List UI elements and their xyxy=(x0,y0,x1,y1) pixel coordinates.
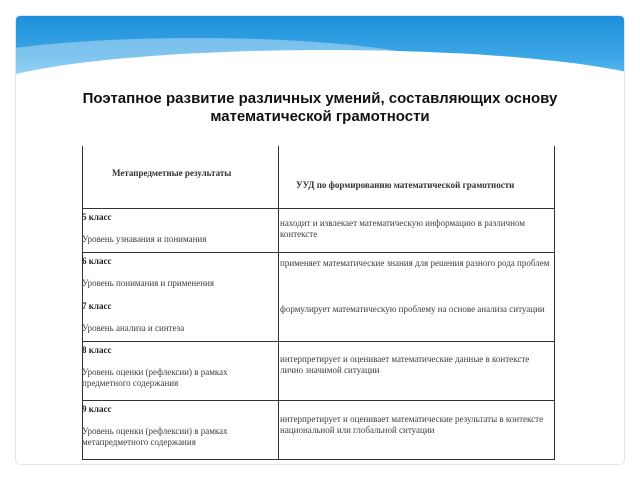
level-label: Уровень оценки (рефлексии) в рамках предметного содержания xyxy=(82,367,228,388)
level-label: Уровень узнавания и понимания xyxy=(82,234,207,244)
table-border xyxy=(82,341,555,342)
slide-title: Поэтапное развитие различных умений, составляющих основу математической грамотности xyxy=(82,90,558,125)
header-metasubject: Метапредметные результаты xyxy=(112,168,232,178)
header-banner xyxy=(16,16,624,96)
table-border xyxy=(82,400,555,401)
action-text: интерпретирует и оценивает математические результаты в контексте национальной или глобальной ситуации xyxy=(280,414,544,435)
table-row xyxy=(82,212,272,245)
table-row xyxy=(82,404,272,448)
table-border xyxy=(82,208,555,209)
level-label: Уровень анализа и синтеза xyxy=(82,323,185,333)
table-row xyxy=(82,301,272,334)
slide xyxy=(16,16,624,464)
action-text: интерпретирует и оценивает математические данные в контексте лично значимой ситуации xyxy=(280,354,530,375)
table-border xyxy=(82,459,555,460)
table-border xyxy=(82,252,555,253)
grade-label: 9 класс xyxy=(82,404,112,414)
header-uud: УУД по формированию математической грамотности xyxy=(296,180,515,190)
level-label: Уровень понимания и применения xyxy=(82,278,215,288)
table-border xyxy=(554,146,555,460)
results-table xyxy=(64,146,556,460)
level-label: Уровень оценки (рефлексии) в рамках метапредметного содержания xyxy=(82,426,228,447)
table-row xyxy=(82,256,272,289)
grade-label: 6 класс xyxy=(82,256,112,266)
action-text: формулирует математическую проблему на основе анализа ситуации xyxy=(280,304,545,314)
action-text: применяет математические знания для решения разного рода проблем xyxy=(280,258,550,268)
action-text: находит и извлекает математическую информацию в различном контексте xyxy=(280,218,525,239)
grade-label: 7 класс xyxy=(82,301,112,311)
table-border xyxy=(278,146,279,460)
grade-label: 8 класс xyxy=(82,345,112,355)
grade-label: 5 класс xyxy=(82,212,112,222)
table-row xyxy=(82,345,272,389)
